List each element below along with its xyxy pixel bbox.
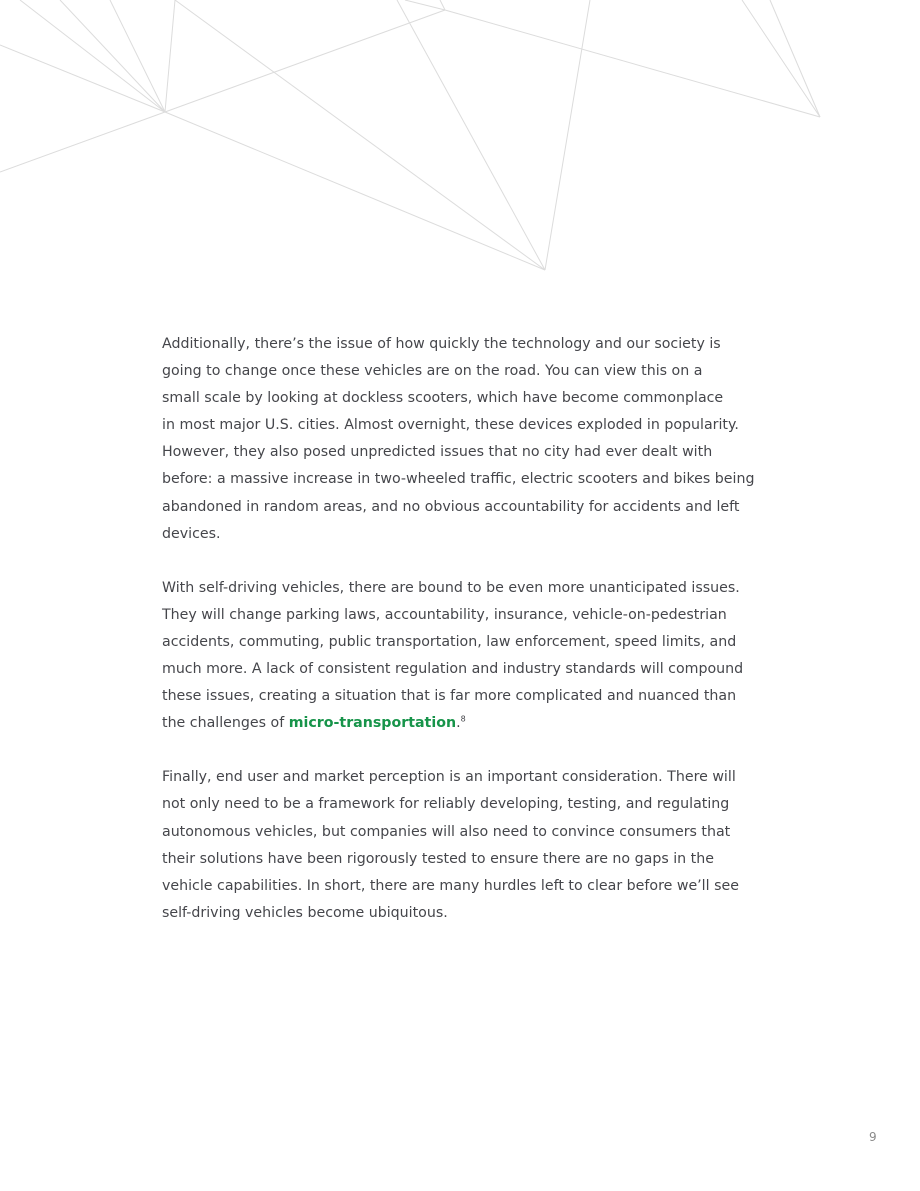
text-line: in most major U.S. cities. Almost overnight, these devices exploded in popularity. bbox=[162, 417, 739, 434]
body-text bbox=[162, 331, 762, 954]
paragraph-market-perception bbox=[162, 764, 762, 927]
text-line: accidents, commuting, public transportation, law enforcement, speed limits, and bbox=[162, 633, 737, 650]
text-line: not only need to be a framework for reliably developing, testing, and regulating bbox=[162, 796, 730, 813]
page-number: 9 bbox=[869, 1130, 877, 1144]
text-line: their solutions have been rigorously tested to ensure there are no gaps in the bbox=[162, 850, 714, 867]
decorative-line-pattern bbox=[0, 0, 920, 300]
text-line: abandoned in random areas, and no obvious accountability for accidents and left bbox=[162, 498, 740, 515]
text-line: going to change once these vehicles are on the road. You can view this on a bbox=[162, 363, 703, 380]
text-line: these issues, creating a situation that is far more complicated and nuanced than bbox=[162, 688, 737, 705]
text-line: With self-driving vehicles, there are bound to be even more unanticipated issues. bbox=[162, 579, 740, 596]
text-line: devices. bbox=[162, 525, 221, 542]
footnote-marker[interactable]: 8 bbox=[460, 714, 466, 724]
text-line: vehicle capabilities. In short, there are many hurdles left to clear before we’ll see bbox=[162, 877, 739, 894]
text-line-with-link bbox=[162, 710, 762, 737]
text-line: self-driving vehicles become ubiquitous. bbox=[162, 904, 448, 921]
text-line: They will change parking laws, accountability, insurance, vehicle-on-pedestrian bbox=[162, 606, 727, 623]
text-line: small scale by looking at dockless scooters, which have become commonplace bbox=[162, 390, 724, 407]
micro-transportation-link[interactable]: micro-transportation bbox=[288, 715, 457, 732]
paragraph-self-driving-issues bbox=[162, 575, 762, 738]
text-line: Finally, end user and market perception is an important consideration. There will bbox=[162, 769, 736, 786]
text-line: much more. A lack of consistent regulation and industry standards will compound bbox=[162, 661, 744, 678]
link-suffix-text: . bbox=[456, 715, 461, 732]
text-line: autonomous vehicles, but companies will also need to convince consumers that bbox=[162, 823, 731, 840]
text-line: Additionally, there’s the issue of how quickly the technology and our society is bbox=[162, 336, 721, 352]
paragraph-dockless-scooters bbox=[162, 331, 762, 548]
text-line: However, they also posed unpredicted issues that no city had ever dealt with bbox=[162, 444, 713, 461]
link-prefix-text: the challenges of bbox=[162, 715, 289, 732]
text-line: before: a massive increase in two-wheeled traffic, electric scooters and bikes being bbox=[162, 471, 755, 488]
